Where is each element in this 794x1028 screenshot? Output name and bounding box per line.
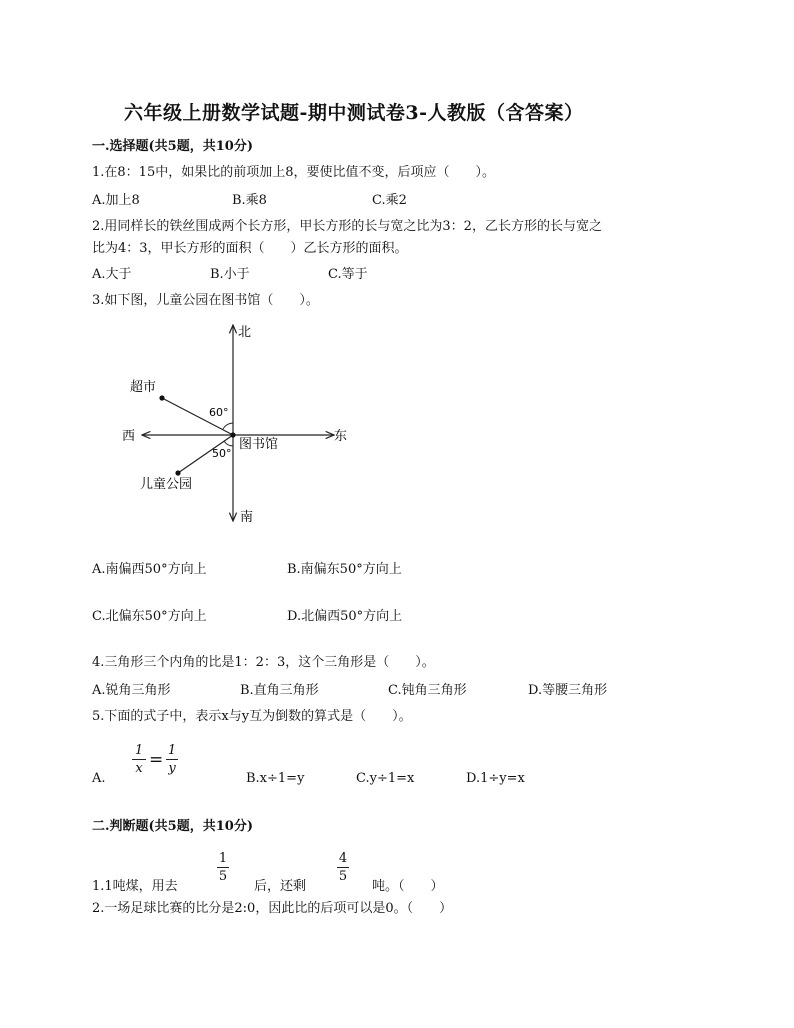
q3-option-c: C.北偏东50°方向上 [92, 609, 207, 624]
label-west: 西 [122, 429, 136, 444]
fraction-bar [132, 759, 146, 760]
label-angle-50: 50° [212, 447, 232, 460]
q2-option-c: C.等于 [328, 267, 368, 282]
q3-option-b: B.南偏东50°方向上 [287, 562, 402, 577]
label-supermarket: 超市 [130, 380, 157, 395]
s2-q1-prefix: 1.1吨煤，用去 [92, 879, 178, 894]
q4-option-b: B.直角三角形 [240, 683, 319, 698]
s2-q1-fraction-2 [337, 852, 349, 883]
section1-heading: 一.选择题(共5题，共10分) [92, 139, 253, 154]
s2-q1-suffix: 吨。（ ） [372, 879, 444, 894]
q5-option-a-equals: = [149, 750, 164, 770]
s2-q1-middle: 后，还剩 [254, 879, 307, 894]
q5-option-c: C.y÷1=x [356, 771, 415, 786]
fraction-denominator: x [135, 761, 143, 776]
q1-option-c: C.乘2 [372, 193, 407, 208]
label-park: 儿童公园 [140, 477, 193, 492]
fraction-numerator: 1 [218, 851, 228, 866]
label-east: 东 [334, 429, 348, 444]
q5-option-b: B.x÷1=y [246, 771, 305, 786]
label-angle-60: 60° [209, 406, 229, 419]
q2-line1: 2.用同样长的铁丝围成两个长方形，甲长方形的长与宽之比为3：2，乙长方形的长与宽之 [92, 219, 602, 234]
q5-option-d: D.1÷y=x [466, 771, 525, 786]
label-south: 南 [240, 510, 254, 525]
label-library: 图书馆 [239, 437, 279, 452]
section2-heading: 二.判断题(共5题，共10分) [92, 819, 253, 834]
label-north: 北 [238, 325, 252, 340]
q2-option-a: A.大于 [92, 267, 132, 282]
fraction-bar [337, 867, 349, 868]
fraction-denominator: 5 [218, 869, 228, 884]
fraction-denominator: 5 [338, 869, 348, 884]
q1-text: 1.在8：15中，如果比的前项加上8，要使比值不变，后项应（ ）。 [92, 165, 495, 180]
direction-diagram [110, 318, 360, 528]
s2-q1-fraction-1 [217, 852, 229, 883]
library-point [230, 432, 235, 437]
park-point [175, 470, 180, 475]
q3-text: 3.如下图，儿童公园在图书馆（ ）。 [92, 293, 319, 308]
fraction-bar [166, 759, 178, 760]
angle-arc-60 [223, 423, 233, 429]
q4-option-d: D.等腰三角形 [528, 683, 608, 698]
fraction-numerator: 1 [134, 743, 144, 758]
fraction-numerator: 1 [167, 743, 177, 758]
q3-option-d: D.北偏西50°方向上 [287, 609, 403, 624]
q3-option-a: A.南偏西50°方向上 [92, 562, 207, 577]
fraction-numerator: 4 [338, 851, 348, 866]
q5-option-a-label: A. [92, 771, 106, 786]
q4-option-c: C.钝角三角形 [388, 683, 467, 698]
supermarket-point [159, 395, 164, 400]
s2-q2-text: 2.一场足球比赛的比分是2:0，因此比的后项可以是0。（ ） [92, 901, 453, 916]
q5-option-a-left-fraction [132, 744, 146, 775]
q5-text: 5.下面的式子中，表示x与y互为倒数的算式是（ ）。 [92, 709, 412, 724]
q2-option-b: B.小于 [210, 267, 250, 282]
fraction-denominator: y [168, 761, 176, 776]
q4-text: 4.三角形三个内角的比是1：2：3，这个三角形是（ ）。 [92, 655, 435, 670]
q2-line2: 比为4：3，甲长方形的面积（ ）乙长方形的面积。 [92, 241, 408, 256]
fraction-bar [217, 867, 229, 868]
q4-option-a: A.锐角三角形 [92, 683, 171, 698]
angle-arc-50 [224, 441, 233, 446]
q1-option-b: B.乘8 [232, 193, 267, 208]
q5-option-a-right-fraction [166, 744, 178, 775]
q1-option-a: A.加上8 [92, 193, 140, 208]
page-title: 六年级上册数学试题-期中测试卷3-人教版（含答案） [124, 102, 584, 124]
